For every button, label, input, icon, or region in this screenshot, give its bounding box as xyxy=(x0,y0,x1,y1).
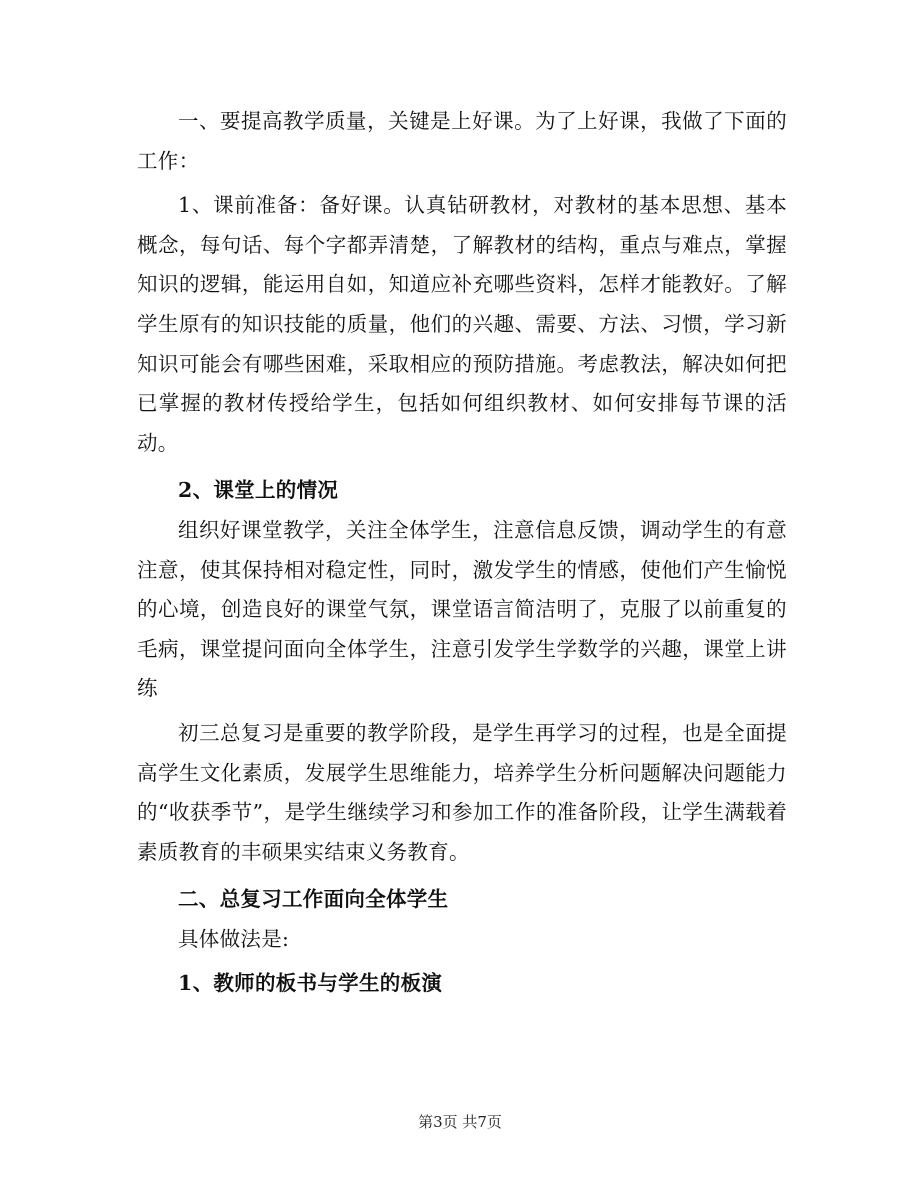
document-body xyxy=(137,102,787,1004)
section-heading-review: 二、总复习工作面向全体学生 xyxy=(178,887,449,912)
paragraph-5: 具体做法是: xyxy=(178,926,290,951)
paragraph-3: 组织好课堂教学，关注全体学生，注意信息反馈，调动学生的有意注意，使其保持相对稳定性，同时，激发学生的情感，使他们产生愉悦的心境，创造良好的课堂气氛，课堂语言简洁明了，克服了以前重复的毛病，课堂提问面向全体学生，注意引发学生学数学的兴趣，课堂上讲练 xyxy=(137,517,787,701)
section-heading-classroom: 2、课堂上的情况 xyxy=(178,478,339,503)
paragraph-1: 一、要提高教学质量，关键是上好课。为了上好课，我做了下面的工作： xyxy=(137,109,787,173)
paragraph-4: 初三总复习是重要的教学阶段，是学生再学习的过程，也是全面提高学生文化素质，发展学生思维能力，培养学生分析问题解决问题能力的“收获季节”，是学生继续学习和参加工作的准备阶段，让学生满载着素质教育的丰硕果实结束义务教育。 xyxy=(137,720,787,864)
page-number-footer: 第3页 共7页 xyxy=(418,1113,502,1131)
section-heading-board: 1、教师的板书与学生的板演 xyxy=(178,971,443,996)
paragraph-2: 1、课前准备：备好课。认真钻研教材，对教材的基本思想、基本概念，每句话、每个字都弄清楚，了解教材的结构，重点与难点，掌握知识的逻辑，能运用自如，知道应补充哪些资料，怎样才能教好。了解学生原有的知识技能的质量，他们的兴趣、需要、方法、习惯，学习新知识可能会有哪些困难，采取相应的预防措施。考虑教法，解决如何把已掌握的教材传授给学生，包括如何组织教材、如何安排每节课的活动。 xyxy=(137,193,787,455)
